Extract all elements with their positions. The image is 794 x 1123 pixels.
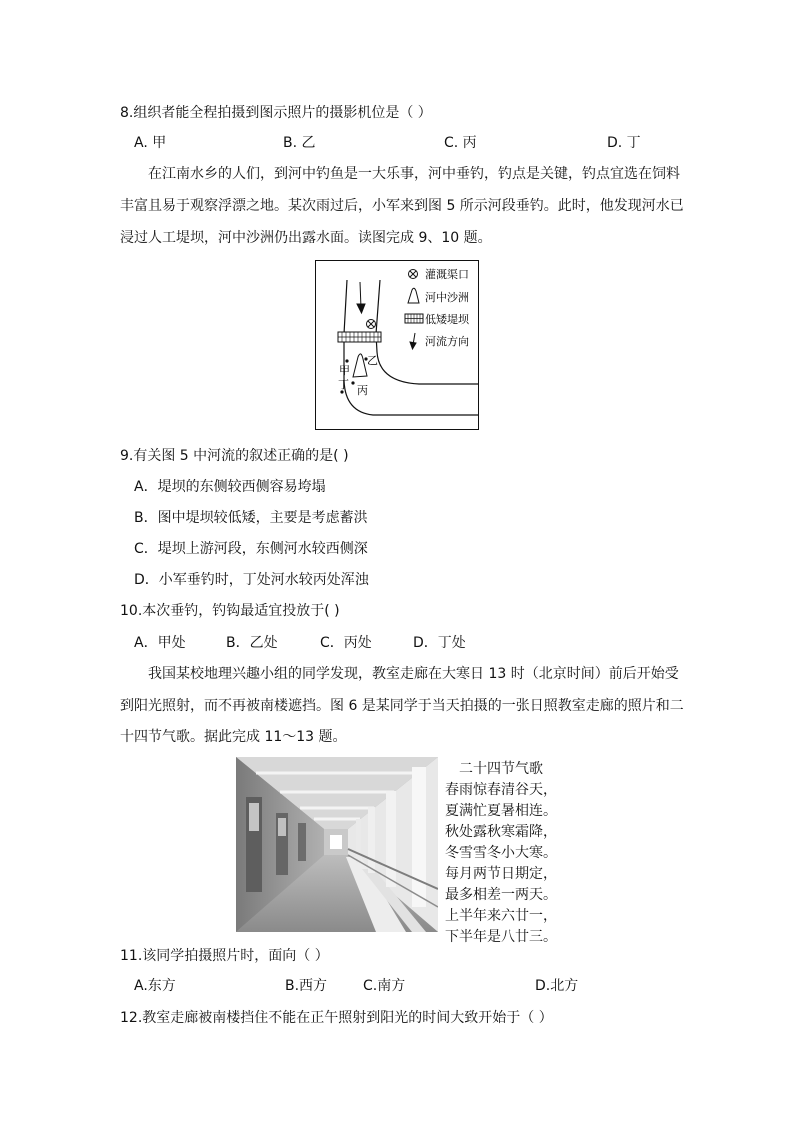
q11-option-d: D.北方 <box>535 978 579 994</box>
legend-canal-label: 灌溉渠口 <box>425 268 469 281</box>
poem-line-1: 春雨惊春清谷天， <box>445 782 557 798</box>
irrigation-canal-icon <box>367 320 376 329</box>
poem-line-3: 秋处露秋寒霜降， <box>445 824 557 840</box>
legend-flow-label: 河流方向 <box>425 335 469 348</box>
q8-option-c: C. 丙 <box>444 135 477 151</box>
q9-option-b: B．图中堤坝较低矮，主要是考虑蓄洪 <box>134 510 368 526</box>
passage2-line-2: 到阳光照射，而不再被南楼遮挡。图 6 是某同学于当天拍摄的一张日照教室走廊的照片和二 <box>120 698 684 714</box>
poem-line-6: 最多相差一两天。 <box>445 887 557 903</box>
q10-option-d: D．丁处 <box>413 635 466 651</box>
q8-option-a: A. 甲 <box>134 135 167 151</box>
passage1-line-2: 丰富且易于观察浮漂之地。某次雨过后，小军来到图 5 所示河段垂钓。此时，他发现河水已 <box>120 198 684 214</box>
point-bing-dot <box>351 381 354 384</box>
passage2-line-1: 我国某校地理兴趣小组的同学发现，教室走廊在大寒日 13 时（北京时间）前后开始受 <box>148 666 679 682</box>
label-bing: 丙 <box>357 384 368 397</box>
label-ding: 丁 <box>338 378 349 391</box>
passage2-line-3: 十四节气歌。据此完成 11～13 题。 <box>120 729 347 745</box>
low-dam-icon <box>338 332 381 342</box>
q10-option-c: C．丙处 <box>320 635 372 651</box>
q10-option-b: B．乙处 <box>226 635 278 651</box>
label-yi: 乙 <box>367 354 378 367</box>
q9-option-c: C．堤坝上游河段，东侧河水较西侧深 <box>134 541 368 557</box>
poem-line-5: 每月两节日期定， <box>445 866 557 882</box>
legend-canal-icon <box>409 270 418 279</box>
poem-title: 二十四节气歌 <box>459 761 543 777</box>
poem-line-7: 上半年来六廿一， <box>445 908 557 924</box>
legend-dam-icon <box>405 314 423 323</box>
q12-stem: 12.教室走廊被南楼挡住不能在正午照射到阳光的时间大致开始于（ ） <box>120 1010 553 1026</box>
q8-option-d: D. 丁 <box>607 135 641 151</box>
q8-option-b: B. 乙 <box>283 135 316 151</box>
legend-dam-label: 低矮堤坝 <box>425 313 469 326</box>
q11-option-a: A.东方 <box>134 978 176 994</box>
q11-option-b: B.西方 <box>285 978 328 994</box>
q8-stem: 8.组织者能全程拍摄到图示照片的摄影机位是（ ） <box>120 105 432 121</box>
figure-6-corridor-photo <box>236 757 438 932</box>
q10-stem: 10.本次垂钓，钓钩最适宜投放于( ) <box>120 603 340 619</box>
q9-option-a: A．堤坝的东侧较西侧容易垮塌 <box>134 479 326 495</box>
q11-stem: 11.该同学拍摄照片时，面向（ ） <box>120 948 329 964</box>
poem-line-8: 下半年是八廿三。 <box>445 929 557 945</box>
q9-stem: 9.有关图 5 中河流的叙述正确的是( ) <box>120 448 349 464</box>
poem-line-2: 夏满忙夏暑相连。 <box>445 803 557 819</box>
poem-line-4: 冬雪雪冬小大寒。 <box>445 845 557 861</box>
legend-sandbar-label: 河中沙洲 <box>425 291 469 304</box>
q9-option-d: D．小军垂钓时，丁处河水较丙处浑浊 <box>134 572 369 588</box>
q11-option-c: C.南方 <box>363 978 406 994</box>
figure-5-river-map <box>315 260 479 430</box>
q10-option-a: A．甲处 <box>134 635 186 651</box>
passage1-line-1: 在江南水乡的人们，到河中钓鱼是一大乐事，河中垂钓，钓点是关键，钓点宜选在饲料 <box>148 166 680 182</box>
passage1-line-3: 浸过人工堤坝，河中沙洲仍出露水面。读图完成 9、10 题。 <box>120 230 492 246</box>
point-jia-dot <box>345 359 348 362</box>
label-jia: 甲 <box>339 364 350 377</box>
